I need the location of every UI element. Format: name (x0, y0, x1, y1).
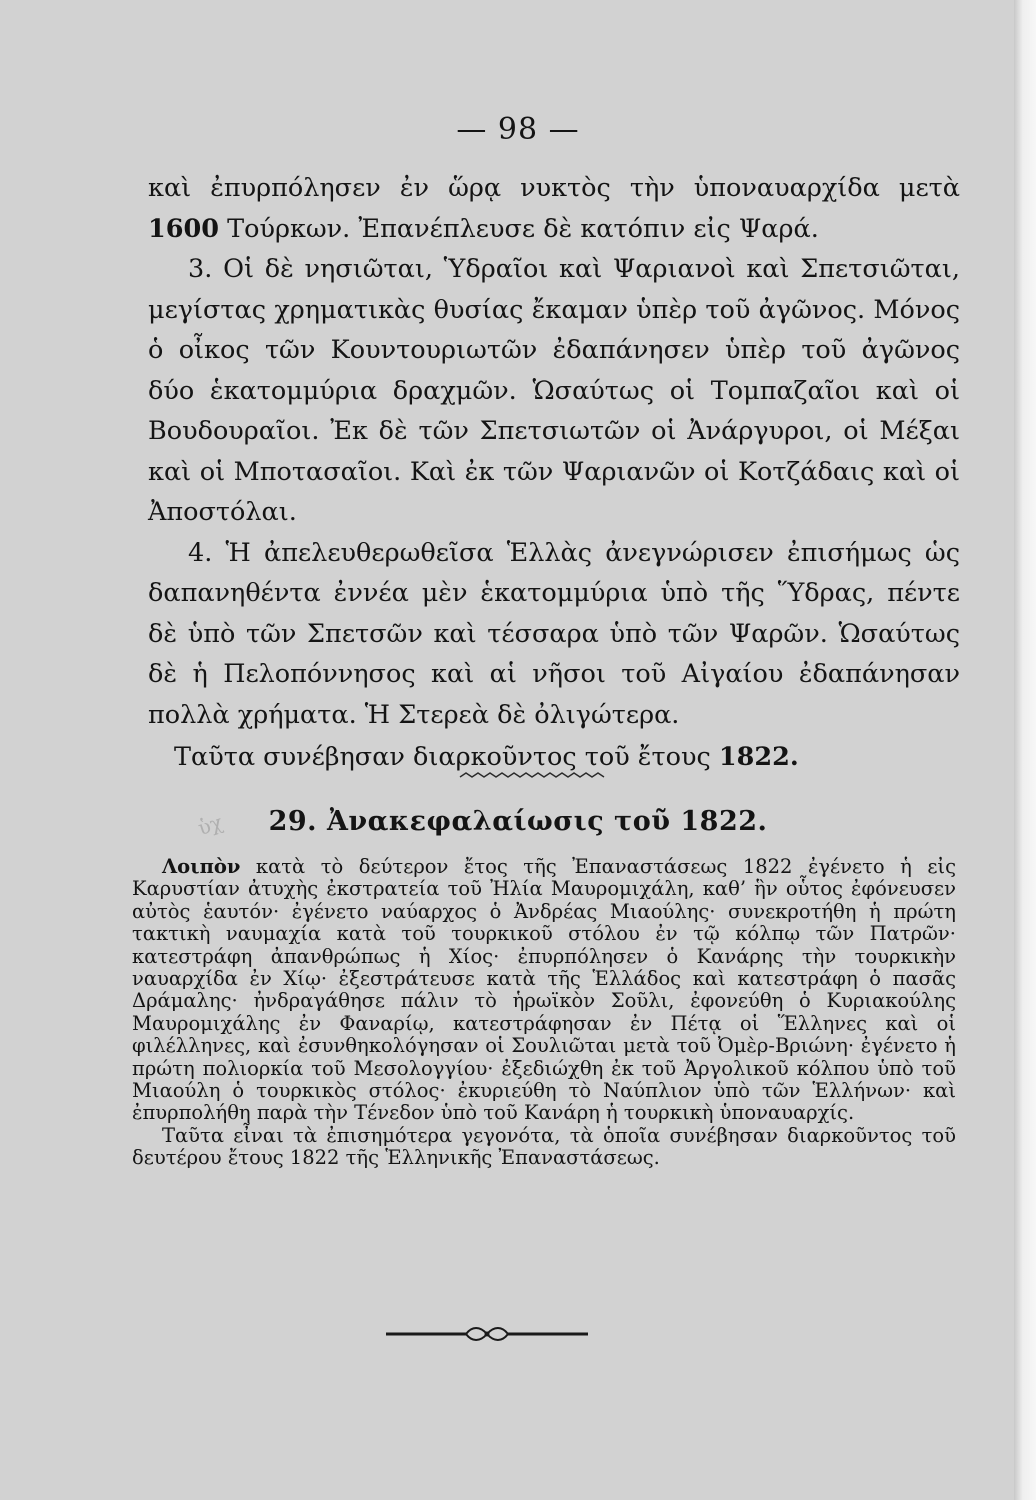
summary-paragraph (132, 856, 956, 1125)
lead-word: Λοιπὸν (162, 855, 241, 878)
continuation-text: καὶ ἐπυρπόλησεν ἐν ὥρᾳ νυκτὸς τὴν ὑποναυαρχίδα μετὰ (148, 173, 960, 203)
paragraph-4: 4. Ἡ ἀπελευθερωθεῖσα Ἑλλὰς ἀνεγνώρισεν ἐπισήμως ὡς δαπανηθέντα ἐννέα μὲν ἑκατομμύρια ὑπὸ τῆς Ὕδρας, πέντε δὲ ὑπὸ τῶν Σπετσῶν καὶ τέσσαρα ὑπὸ τῶν Ψαρῶν. Ὡσαύτως δὲ ἡ Πελοπόννησος καὶ αἱ νῆσοι τοῦ Αἰγαίου ἐδαπάνησαν πολλὰ χρήματα. Ἡ Στερεὰ δὲ ὀλιγώτερα. (148, 537, 960, 730)
page-number: — 98 — (456, 112, 580, 147)
paragraph-3: 3. Οἱ δὲ νησιῶται, Ὑδραῖοι καὶ Ψαριανοὶ καὶ Σπετσιῶται, μεγίστας χρηματικὰς θυσίας ἔκαμαν ὑπὲρ τοῦ ἀγῶνος. Μόνος ὁ οἶκος τῶν Κουντουριωτῶν ἐδαπάνησεν ὑπὲρ τοῦ ἀγῶνος δύο ἑκατομμύρια δραχμῶν. Ὡσαύτως οἱ Τομπαζαῖοι καὶ οἱ Βουδουραῖοι. Ἐκ δὲ τῶν Σπετσιωτῶν οἱ Ἀνάργυροι, οἱ Μέξαι καὶ οἱ Μποτασαῖοι. Καὶ ἐκ τῶν Ψαριανῶν οἱ Κοτζάδαις καὶ οἱ Ἀποστόλαι. (148, 254, 960, 527)
continuation-end: Τούρκων. Ἐπανέπλευσε δὲ κατόπιν εἰς Ψαρά. (227, 213, 819, 244)
count-1600: 1600 (148, 213, 219, 244)
summary-text (132, 856, 956, 1170)
ornament-divider (384, 1322, 590, 1346)
closing-year: 1822. (718, 742, 799, 772)
continuation-paragraph (148, 168, 960, 249)
page-edge (1014, 0, 1036, 1500)
closing-text: Ταῦτα συνέβησαν διαρκοῦντος τοῦ ἔτους (174, 742, 711, 772)
summary-body: κατὰ τὸ δεύτερον ἔτος τῆς Ἐπαναστάσεως 1822 ἐγένετο ἡ εἰς Καρυστίαν ἀτυχὴς ἐκστρατεία τοῦ Ἠλία Μαυρομιχάλη, καθ’ ἣν οὗτος ἐφόνευσεν αὐτὸς ἑαυτόν· ἐγένετο ναύαρχος ὁ Ἀνδρέας Μιαούλης· συνεκροτήθη ἡ πρώτη τακτικὴ ναυμαχία κατὰ τοῦ τουρκικοῦ στόλου ἐν τῷ κόλπῳ τῶν Πατρῶν· κατεστράφη ἀπανθρώπως ἡ Χίος· ἐπυρπόλησεν ὁ Κανάρης τὴν τουρκικὴν ναυαρχίδα ἐν Χίῳ· ἐξεστράτευσε κατὰ τῆς Ἑλλάδος καὶ κατεστράφη ὁ πασᾶς Δράμαλης· ἠνδραγάθησε πάλιν τὸ ἡρωϊκὸν Σοῦλι, ἐφονεύθη ὁ Κυριακούλης Μαυρομιχάλης ἐν Φαναρίῳ, κατεστράφησαν ἐν Πέτᾳ οἱ Ἕλληνες καὶ οἱ φιλέλληνες, καὶ ἐσυνθηκολόγησαν οἱ Σουλιῶται μετὰ τοῦ Ὀμὲρ-Βριώνη· ἐγένετο ἡ πρώτη πολιορκία τοῦ Μεσολογγίου· ἐξεδιώχθη ἐκ τοῦ Ἀργολικοῦ κόλπου ὑπὸ τοῦ Μιαούλη ὁ τουρκικὸς στόλος· ἐκυριεύθη τὸ Ναύπλιον ὑπὸ τῶν Ἑλλήνων· καὶ ἐπυρπολήθη παρὰ τὴν Τένεδον ὑπὸ τοῦ Κανάρη ἡ τουρκικὴ ὑποναυαρχίς. (132, 855, 956, 1125)
wavy-divider (458, 770, 608, 784)
faint-margin-mark: ὑχ (194, 809, 226, 841)
summary-final: Ταῦτα εἶναι τὰ ἐπισημότερα γεγονότα, τὰ ὁποῖα συνέβησαν διαρκοῦντος τοῦ δευτέρου ἔτους 1822 τῆς Ἑλληνικῆς Ἐπαναστάσεως. (132, 1123, 956, 1170)
section-heading: 29. Ἀνακεφαλαίωσις τοῦ 1822. (268, 806, 768, 837)
main-text (148, 168, 960, 778)
